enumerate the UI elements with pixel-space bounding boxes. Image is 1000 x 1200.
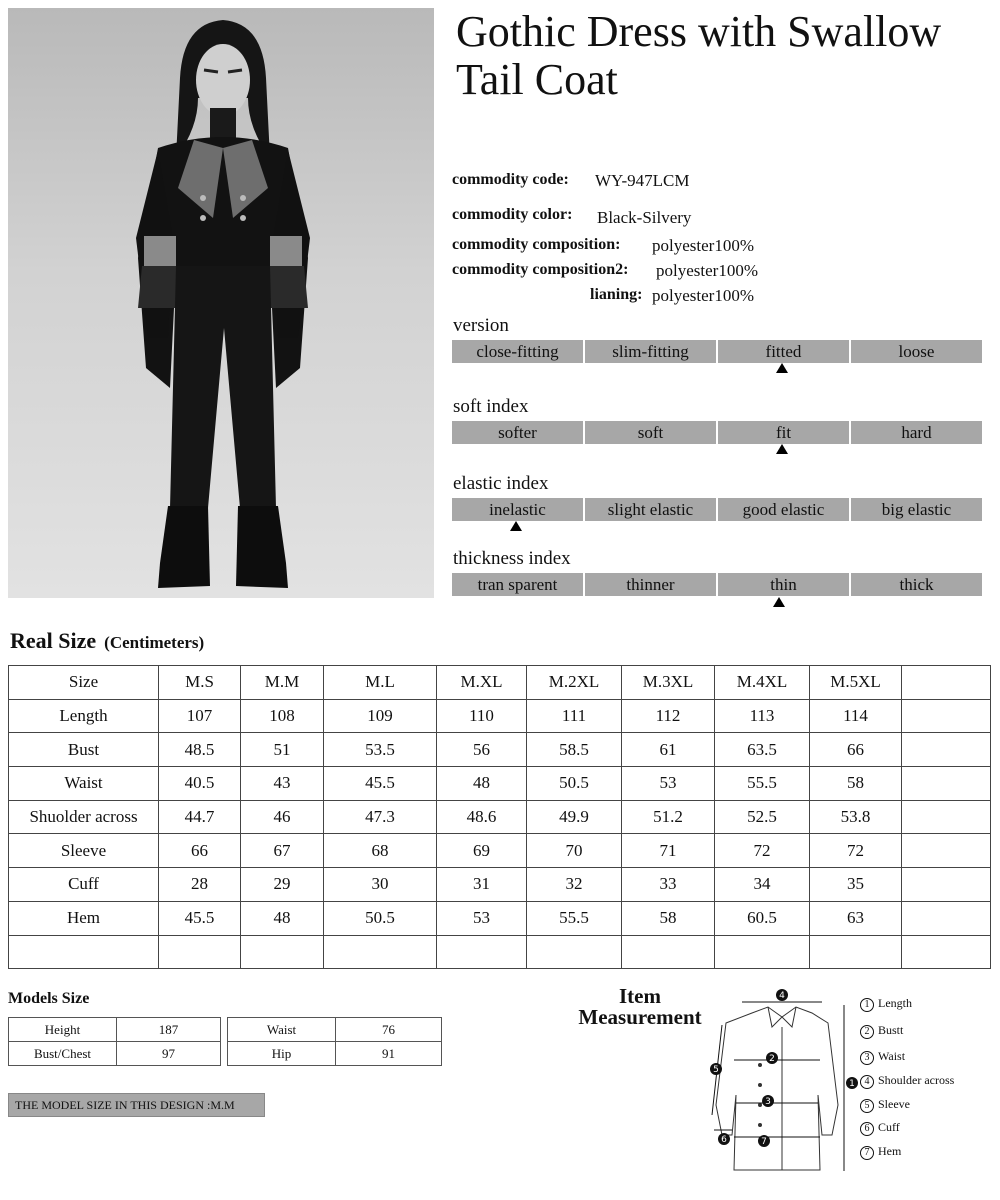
- item-measurement-title-line1: Item: [619, 984, 661, 1008]
- index-option: thick: [851, 573, 982, 596]
- spec-value: WY-947LCM: [595, 171, 690, 190]
- row-header: Length: [9, 699, 159, 733]
- table-cell: [902, 699, 991, 733]
- index-option: fitted: [718, 340, 849, 363]
- table-cell: 46: [241, 800, 324, 834]
- legend-item: [860, 1144, 901, 1160]
- index-option: slim-fitting: [585, 340, 716, 363]
- index-option: close-fitting: [452, 340, 583, 363]
- table-cell: [902, 834, 991, 868]
- table-cell: 63.5: [715, 733, 810, 767]
- table-cell: 51: [241, 733, 324, 767]
- table-cell: 114: [810, 699, 902, 733]
- table-cell: 47.3: [324, 800, 437, 834]
- table-header-row: [9, 666, 991, 700]
- index-option: fit: [718, 421, 849, 444]
- legend-label: Waist: [878, 1049, 906, 1063]
- table-cell: 50.5: [324, 901, 437, 935]
- table-cell: 91: [336, 1042, 442, 1066]
- legend-label: Sleeve: [878, 1097, 910, 1111]
- table-row: [9, 767, 991, 801]
- table-cell: [324, 935, 437, 969]
- table-cell: [902, 901, 991, 935]
- index-option: thinner: [585, 573, 716, 596]
- selected-marker-icon: [776, 363, 788, 373]
- table-row: [9, 868, 991, 902]
- svg-text:6: 6: [721, 1135, 727, 1145]
- column-header: M.5XL: [810, 666, 902, 700]
- table-cell: 76: [336, 1018, 442, 1042]
- table-cell: Waist: [228, 1018, 336, 1042]
- table-row: [9, 901, 991, 935]
- spec-key: lianing:: [590, 286, 643, 303]
- table-cell: 69: [437, 834, 527, 868]
- svg-text:4: 4: [779, 991, 785, 1001]
- svg-text:7: 7: [761, 1137, 767, 1147]
- column-header: M.L: [324, 666, 437, 700]
- table-cell: [622, 935, 715, 969]
- table-row: [228, 1018, 442, 1042]
- table-cell: 68: [324, 834, 437, 868]
- table-cell: 53: [622, 767, 715, 801]
- legend-label: Shoulder across: [878, 1073, 955, 1087]
- table-row: [9, 1018, 221, 1042]
- column-header: Size: [9, 666, 159, 700]
- real-size-unit: (Centimeters): [104, 633, 205, 652]
- index-option: loose: [851, 340, 982, 363]
- table-cell: 34: [715, 868, 810, 902]
- models-size-title: Models Size: [8, 990, 90, 1007]
- legend-label: Cuff: [878, 1120, 900, 1134]
- table-cell: 52.5: [715, 800, 810, 834]
- table-cell: 110: [437, 699, 527, 733]
- row-header: Hem: [9, 901, 159, 935]
- size-table: [8, 665, 991, 969]
- table-cell: 97: [117, 1042, 221, 1066]
- table-row: [228, 1042, 442, 1066]
- spec-key: commodity color:: [452, 206, 573, 223]
- index-option: thin: [718, 573, 849, 596]
- spec-value: polyester100%: [652, 236, 754, 255]
- legend-number: 3: [860, 1051, 874, 1065]
- table-cell: 43: [241, 767, 324, 801]
- table-cell: 63: [810, 901, 902, 935]
- legend-item: [860, 996, 912, 1012]
- spec-key: commodity composition:: [452, 236, 621, 253]
- row-header: Cuff: [9, 868, 159, 902]
- table-cell: 29: [241, 868, 324, 902]
- legend-number: 5: [860, 1099, 874, 1113]
- table-cell: [902, 868, 991, 902]
- svg-text:2: 2: [769, 1054, 775, 1064]
- coat-measurement-diagram: [700, 985, 860, 1180]
- item-measurement-title-line2: Measurement: [578, 1005, 702, 1029]
- row-header: Shuolder across: [9, 800, 159, 834]
- table-cell: 58.5: [527, 733, 622, 767]
- legend-number: 7: [860, 1146, 874, 1160]
- row-header: [9, 935, 159, 969]
- index-option: good elastic: [718, 498, 849, 521]
- table-cell: 53.5: [324, 733, 437, 767]
- table-cell: 109: [324, 699, 437, 733]
- table-cell: [241, 935, 324, 969]
- spec-key: commodity composition2:: [452, 261, 629, 278]
- legend-number: 1: [860, 998, 874, 1012]
- table-cell: [902, 935, 991, 969]
- table-cell: 51.2: [622, 800, 715, 834]
- soft-index-label: soft index: [453, 396, 529, 417]
- legend-label: Bustt: [878, 1023, 904, 1037]
- real-size-heading: Real Size: [10, 628, 97, 653]
- column-header: M.3XL: [622, 666, 715, 700]
- selected-marker-icon: [776, 444, 788, 454]
- table-row: [9, 733, 991, 767]
- column-header: [902, 666, 991, 700]
- index-option: slight elastic: [585, 498, 716, 521]
- table-cell: 55.5: [527, 901, 622, 935]
- table-cell: 28: [159, 868, 241, 902]
- table-cell: 48: [241, 901, 324, 935]
- table-cell: 56: [437, 733, 527, 767]
- table-row: [9, 935, 991, 969]
- legend-number: 2: [860, 1025, 874, 1039]
- spec-value: polyester100%: [652, 286, 754, 305]
- table-cell: [902, 767, 991, 801]
- index-option: big elastic: [851, 498, 982, 521]
- table-cell: 40.5: [159, 767, 241, 801]
- table-cell: 58: [810, 767, 902, 801]
- spec-key: commodity code:: [452, 171, 569, 188]
- product-photo: [8, 8, 434, 598]
- table-row: [9, 800, 991, 834]
- soft-index-scale: [452, 421, 982, 444]
- legend-item: [860, 1120, 900, 1136]
- table-cell: 70: [527, 834, 622, 868]
- table-cell: 48: [437, 767, 527, 801]
- table-cell: [902, 733, 991, 767]
- svg-text:1: 1: [849, 1079, 855, 1089]
- index-option: soft: [585, 421, 716, 444]
- selected-marker-icon: [510, 521, 522, 531]
- version-label: version: [453, 315, 509, 336]
- spec-value: Black-Silvery: [597, 208, 692, 227]
- real-size-title: [10, 628, 204, 654]
- table-cell: 111: [527, 699, 622, 733]
- table-cell: 187: [117, 1018, 221, 1042]
- models-table-left: [8, 1017, 221, 1066]
- table-cell: 53: [437, 901, 527, 935]
- table-cell: 45.5: [159, 901, 241, 935]
- table-cell: 35: [810, 868, 902, 902]
- table-cell: Hip: [228, 1042, 336, 1066]
- table-cell: 66: [810, 733, 902, 767]
- table-cell: 48.5: [159, 733, 241, 767]
- thickness-index-label: thickness index: [453, 548, 571, 569]
- legend-number: 6: [860, 1122, 874, 1136]
- table-cell: 55.5: [715, 767, 810, 801]
- table-cell: 61: [622, 733, 715, 767]
- index-option: inelastic: [452, 498, 583, 521]
- table-cell: [437, 935, 527, 969]
- version-scale: [452, 340, 982, 363]
- legend-label: Length: [878, 996, 912, 1010]
- index-option: hard: [851, 421, 982, 444]
- table-cell: 60.5: [715, 901, 810, 935]
- table-cell: 107: [159, 699, 241, 733]
- table-cell: 32: [527, 868, 622, 902]
- index-option: softer: [452, 421, 583, 444]
- legend-item: [860, 1073, 954, 1089]
- column-header: M.S: [159, 666, 241, 700]
- table-row: [9, 834, 991, 868]
- table-cell: 108: [241, 699, 324, 733]
- table-cell: 49.9: [527, 800, 622, 834]
- legend-label: Hem: [878, 1144, 902, 1158]
- table-cell: 58: [622, 901, 715, 935]
- table-row: [9, 699, 991, 733]
- spec-value: polyester100%: [656, 261, 758, 280]
- row-header: Sleeve: [9, 834, 159, 868]
- item-measurement-title: [560, 986, 720, 1028]
- row-header: Waist: [9, 767, 159, 801]
- column-header: M.XL: [437, 666, 527, 700]
- column-header: M.4XL: [715, 666, 810, 700]
- table-row: [9, 1042, 221, 1066]
- table-cell: 72: [810, 834, 902, 868]
- table-cell: 113: [715, 699, 810, 733]
- legend-item: [860, 1049, 905, 1065]
- table-cell: 72: [715, 834, 810, 868]
- selected-marker-icon: [773, 597, 785, 607]
- index-option: tran sparent: [452, 573, 583, 596]
- model-size-note: THE MODEL SIZE IN THIS DESIGN :M.M: [8, 1093, 265, 1117]
- table-cell: 31: [437, 868, 527, 902]
- table-cell: 112: [622, 699, 715, 733]
- legend-item: [860, 1097, 910, 1113]
- table-cell: 71: [622, 834, 715, 868]
- column-header: M.2XL: [527, 666, 622, 700]
- table-cell: Height: [9, 1018, 117, 1042]
- table-cell: 53.8: [810, 800, 902, 834]
- product-title: Gothic Dress with Swallow Tail Coat: [456, 7, 942, 104]
- table-cell: 66: [159, 834, 241, 868]
- table-cell: 30: [324, 868, 437, 902]
- table-cell: [159, 935, 241, 969]
- table-cell: [715, 935, 810, 969]
- model-figure-illustration: [8, 8, 434, 598]
- svg-text:3: 3: [765, 1097, 771, 1107]
- table-cell: [902, 800, 991, 834]
- row-header: Bust: [9, 733, 159, 767]
- table-cell: Bust/Chest: [9, 1042, 117, 1066]
- thickness-index-scale: [452, 573, 982, 596]
- legend-number: 4: [860, 1075, 874, 1089]
- elastic-index-label: elastic index: [453, 473, 549, 494]
- table-cell: 67: [241, 834, 324, 868]
- elastic-index-scale: [452, 498, 982, 521]
- svg-text:5: 5: [713, 1065, 719, 1075]
- table-cell: 50.5: [527, 767, 622, 801]
- table-cell: [810, 935, 902, 969]
- table-cell: 33: [622, 868, 715, 902]
- models-table-right: [227, 1017, 442, 1066]
- table-cell: 48.6: [437, 800, 527, 834]
- legend-item: [860, 1023, 903, 1039]
- column-header: M.M: [241, 666, 324, 700]
- table-cell: 45.5: [324, 767, 437, 801]
- table-cell: 44.7: [159, 800, 241, 834]
- table-cell: [527, 935, 622, 969]
